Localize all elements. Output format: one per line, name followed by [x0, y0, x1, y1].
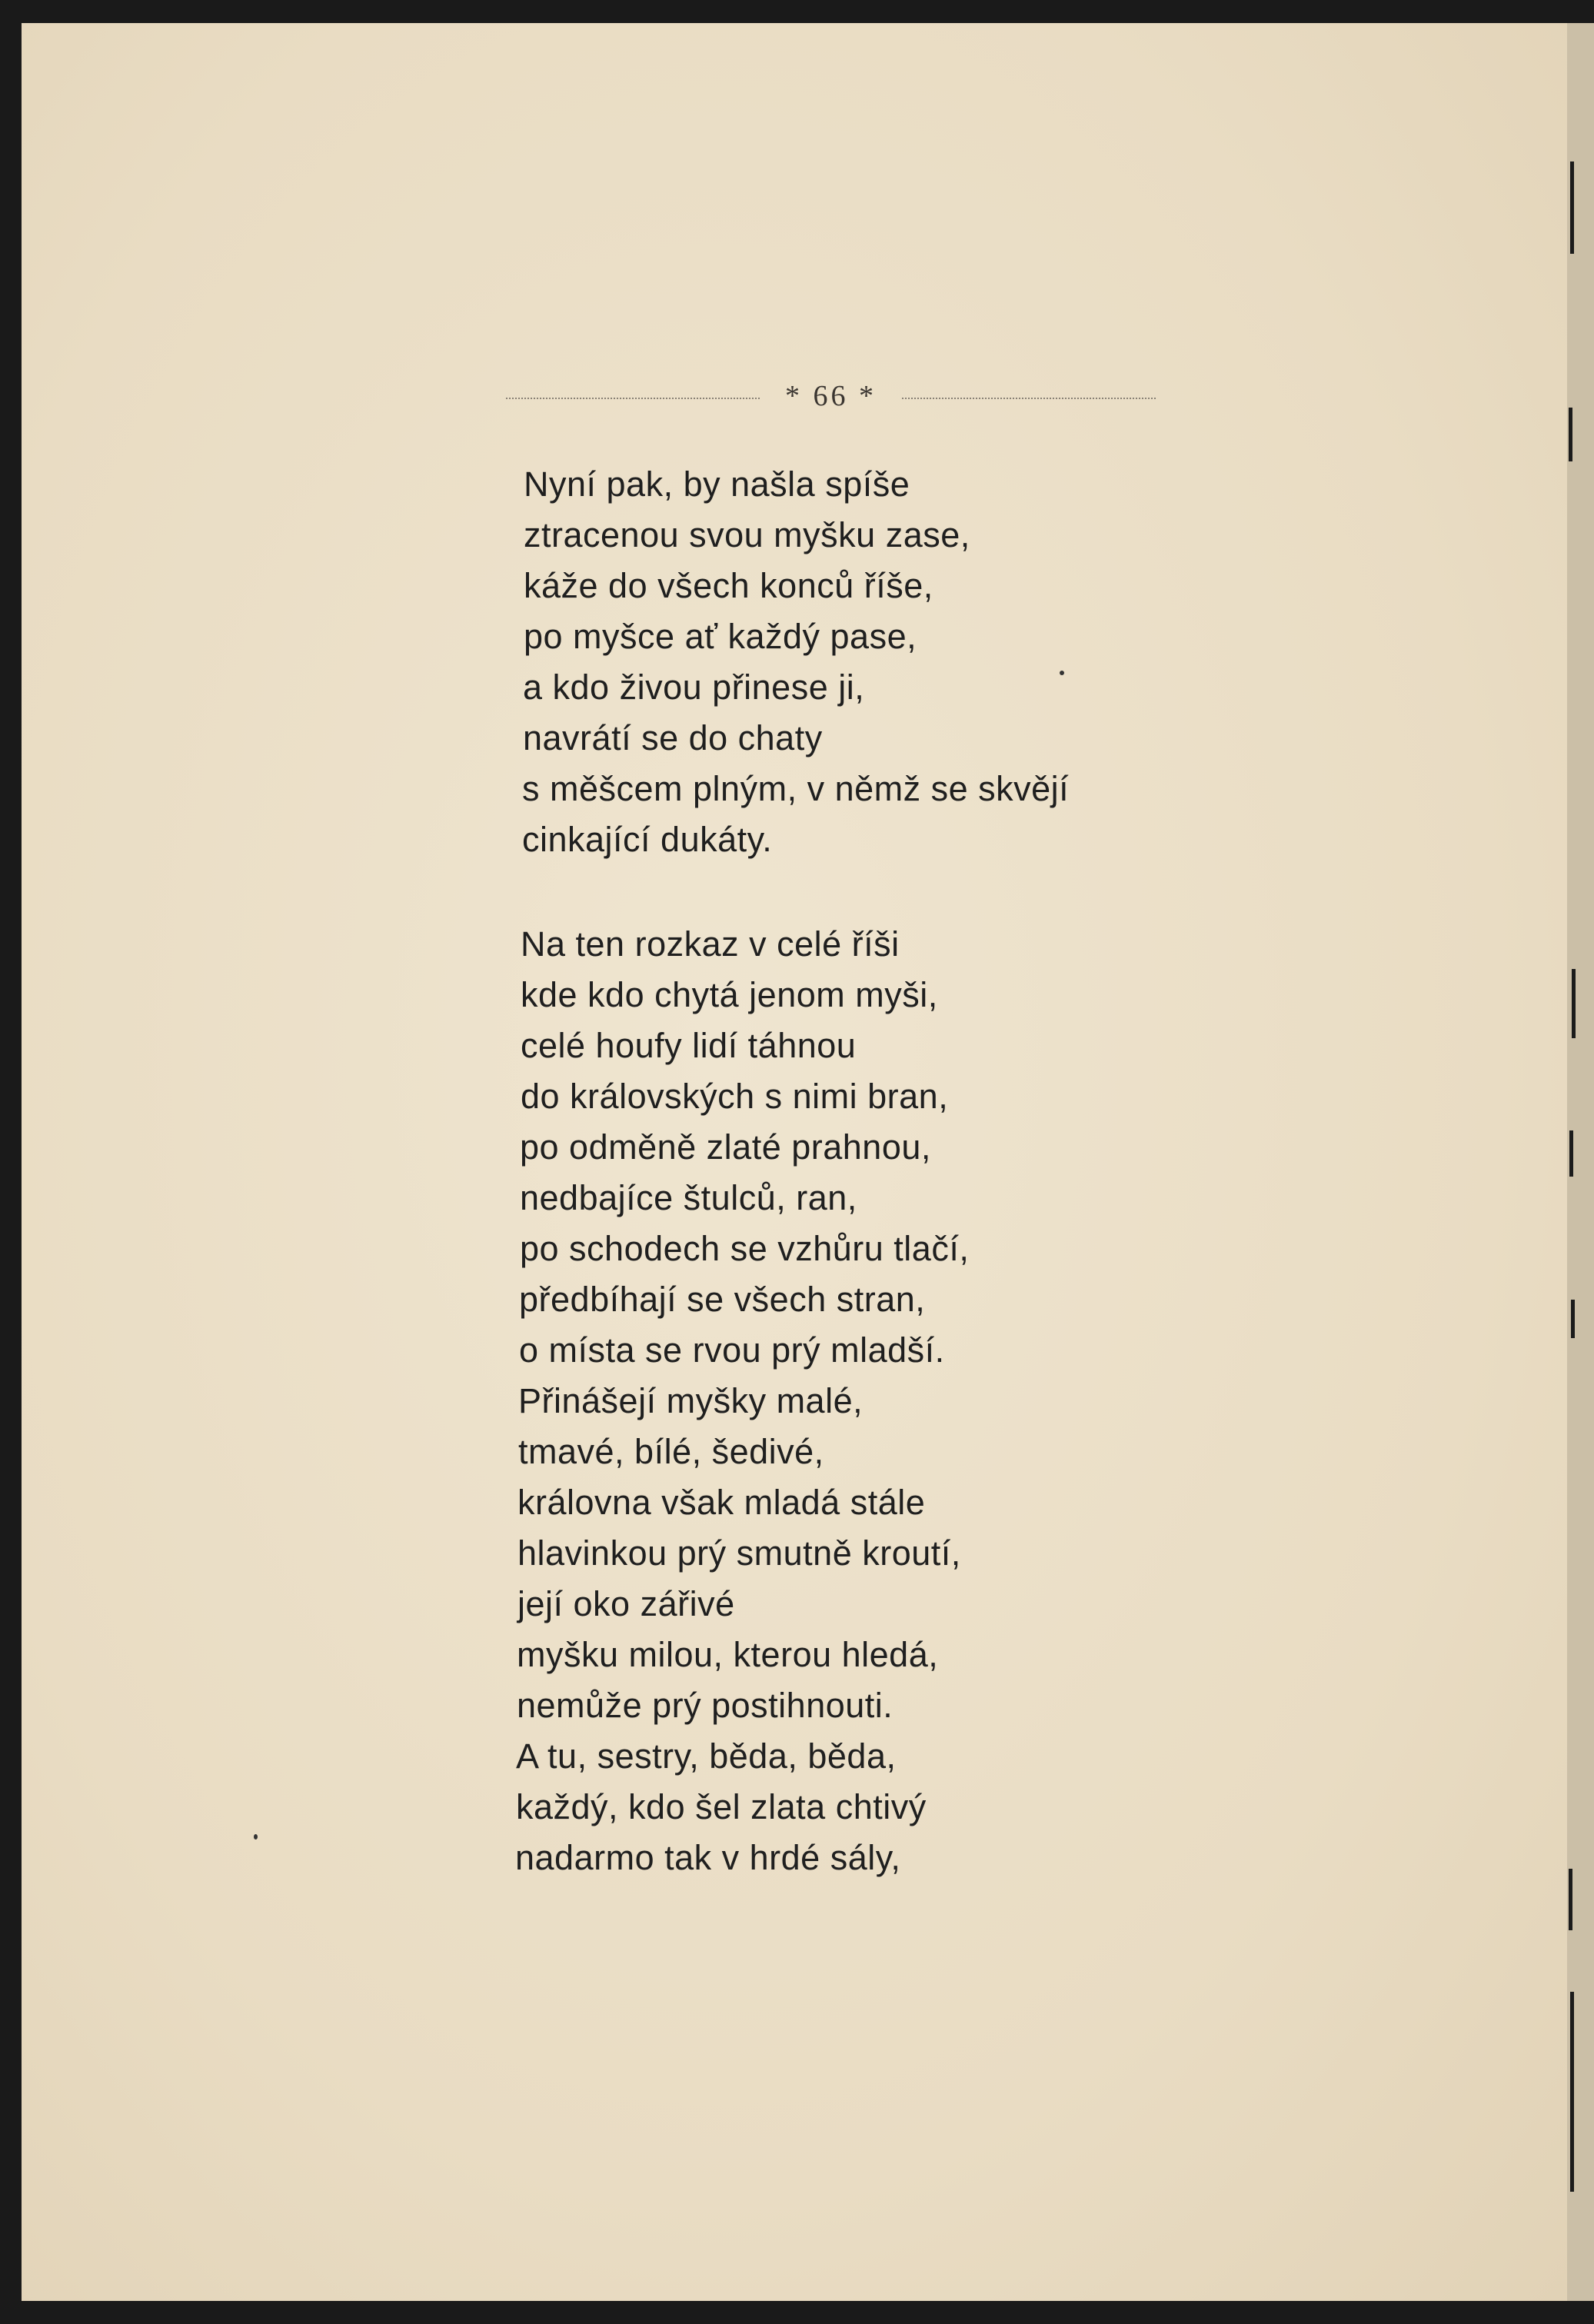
poem-line: Přinášejí myšky malé,	[518, 1381, 864, 1420]
ink-speck	[254, 1834, 258, 1840]
book-page	[22, 23, 1567, 2301]
edge-mark	[1570, 161, 1574, 254]
poem-line: hlavinkou prý smutně kroutí,	[517, 1533, 961, 1573]
poem-line: o místa se rvou prý mladší.	[519, 1330, 945, 1370]
poem-line: každý, kdo šel zlata chtivý	[516, 1787, 927, 1826]
poem-line: do královských s nimi bran,	[521, 1077, 949, 1116]
page-header	[483, 373, 1175, 419]
poem-line: nemůže prý postihnouti.	[517, 1686, 894, 1725]
poem-line: Na ten rozkaz v celé říši	[521, 924, 900, 964]
edge-mark	[1571, 1300, 1575, 1338]
poem-line: po myšce ať každý pase,	[524, 617, 917, 656]
poem-line: cinkající dukáty.	[522, 820, 773, 859]
poem-line: celé houfy lidí táhnou	[521, 1026, 857, 1065]
edge-mark	[1569, 1869, 1572, 1930]
poem-line: předbíhají se všech stran,	[519, 1280, 926, 1319]
poem-line: A tu, sestry, běda, běda,	[516, 1736, 897, 1776]
poem-line: s měšcem plným, v němž se skvějí	[522, 769, 1070, 808]
poem-line: ztracenou svou myšku zase,	[524, 515, 970, 554]
edge-mark	[1570, 1992, 1574, 2192]
poem-line: nedbajíce štulců, ran,	[520, 1178, 857, 1217]
ink-speck	[1060, 671, 1064, 675]
poem-line: Nyní pak, by našla spíše	[524, 464, 910, 504]
poem-line: po odměně zlaté prahnou,	[520, 1127, 931, 1167]
poem-line: navrátí se do chaty	[523, 718, 823, 757]
page-edge	[1567, 23, 1594, 2301]
poem-line: myšku milou, kterou hledá,	[517, 1635, 939, 1674]
edge-mark	[1569, 1130, 1573, 1177]
poem-line: kde kdo chytá jenom myši,	[521, 975, 938, 1014]
header-rule-right	[902, 398, 1156, 399]
poem-line: královna však mladá stále	[517, 1483, 926, 1522]
poem-line: po schodech se vzhůru tlačí,	[520, 1229, 970, 1268]
edge-mark	[1569, 408, 1572, 461]
poem-line: a kdo živou přinese ji,	[523, 668, 865, 707]
poem-line: nadarmo tak v hrdé sály,	[515, 1838, 901, 1877]
edge-mark	[1572, 969, 1576, 1038]
header-rule-left	[506, 398, 760, 399]
page-number: * 66 *	[785, 380, 877, 412]
poem-line: tmavé, bílé, šedivé,	[518, 1432, 824, 1471]
poem-line: káže do všech konců říše,	[524, 566, 933, 605]
poem-line: její oko zářivé	[517, 1584, 735, 1623]
